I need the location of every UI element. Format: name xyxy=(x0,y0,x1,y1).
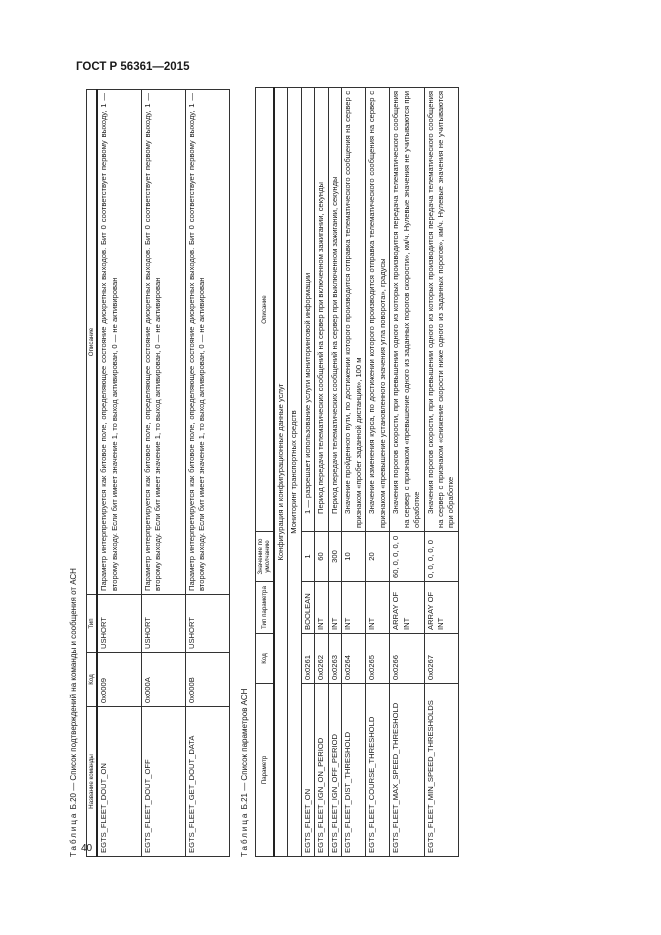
cell-default: 10 xyxy=(342,532,366,582)
cell-description xyxy=(301,88,314,532)
cell-type: INT xyxy=(315,582,328,634)
table-row xyxy=(185,90,229,857)
rotated-page-content xyxy=(69,77,550,857)
cell-parameter: EGTS_FLEET_COURSE_THRESHOLD xyxy=(366,684,390,857)
table-20-label: Таблица xyxy=(69,811,78,857)
col-header-description: Описание xyxy=(87,90,98,595)
table-row xyxy=(328,88,341,857)
col-header-code: Код xyxy=(87,653,98,707)
cell-description: Параметр интерпретируется как битовое поле, определяющее состояние дискретных выходов. Бит 0 соответствует первому выходу, 1 — второму выходу. Если бит имеет значение 1, то выход активирован, 0 — не активирован xyxy=(97,90,141,595)
cell-code: 0x0266 xyxy=(390,634,424,684)
cell-type: USHORT xyxy=(97,595,141,653)
cell-description: Параметр интерпретируется как битовое поле, определяющее состояние дискретных выходов. Бит 0 соответствует первому выходу, 1 — второму выходу. Если бит имеет значение 1, то выход активирован, 0 — не активирован xyxy=(185,90,229,595)
description-text: Значение пройденного пути, по достижении которого производится отправка телематического сообщения на сервер с признаком «пробег заданной дистанции», 100 м xyxy=(343,91,363,528)
table-row xyxy=(97,90,141,857)
cell-default: 1 xyxy=(301,532,314,582)
cell-parameter: EGTS_FLEET_IGN_OFF_PERIOD xyxy=(328,684,341,857)
subsection-title: Мониторинг транспортных средств xyxy=(288,88,301,857)
cell-description xyxy=(390,88,424,532)
cell-type: ARRAY OF INT xyxy=(424,582,458,634)
table-21-caption xyxy=(240,689,249,857)
cell-code: 0x000A xyxy=(141,653,185,707)
cell-description xyxy=(342,88,366,532)
document-header: ГОСТ Р 56361—2015 xyxy=(76,61,190,73)
table-row xyxy=(301,88,314,857)
cell-type: USHORT xyxy=(185,595,229,653)
cell-code: 0x0264 xyxy=(342,634,366,684)
cell-description xyxy=(424,88,458,532)
description-text: Значения порогов скорости, при превышении одного из которых производится передача телематического сообщения на сервер с признаком «превышение одного из заданных порогов скорости», км/ч. Нулевые значения не учитываются при обработке xyxy=(391,91,422,528)
description-text: Значение изменения курса, по достижении которого производится отправка телематического сообщения на сервер с признаком «превышение установленного значения угла поворота», градусы xyxy=(367,91,387,528)
cell-code: 0x0009 xyxy=(97,653,141,707)
table-21-label: Таблица xyxy=(240,811,249,857)
table-row xyxy=(342,88,366,857)
cell-code: 0x0267 xyxy=(424,634,458,684)
cell-name: EGTS_FLEET_DOUT_OFF xyxy=(141,707,185,857)
cell-type: BOOLEAN xyxy=(301,582,314,634)
cell-type: INT xyxy=(366,582,390,634)
table-row xyxy=(141,90,185,857)
table-20-title: Б.20 — Список подтверждений на команды и сообщения от АСН xyxy=(69,568,78,810)
table-row xyxy=(424,88,458,857)
description-text: Период передачи телематических сообщений на сервер при включенном зажигании, секунды xyxy=(316,181,326,514)
table-21-title: Б.21 — Список параметров АСН xyxy=(240,688,249,810)
cell-description xyxy=(328,88,341,532)
col-header-default: Значение по умолчанию xyxy=(256,532,274,582)
cell-description xyxy=(366,88,390,532)
description-text: 1 — разрешает использование услуги мониторинговой информации xyxy=(302,272,312,514)
cell-code: 0x000B xyxy=(185,653,229,707)
col-header-parameter: Параметр xyxy=(256,684,274,857)
cell-description xyxy=(315,88,328,532)
cell-default: 20 xyxy=(366,532,390,582)
cell-code: 0x0263 xyxy=(328,634,341,684)
cell-code: 0x0265 xyxy=(366,634,390,684)
cell-parameter: EGTS_FLEET_MAX_SPEED_THRESHOLD xyxy=(390,684,424,857)
cell-parameter: EGTS_FLEET_IGN_ON_PERIOD xyxy=(315,684,328,857)
cell-type: INT xyxy=(328,582,341,634)
col-header-type: Тип параметра xyxy=(256,582,274,634)
cell-type: USHORT xyxy=(141,595,185,653)
description-text: Значения порогов скорости, при превышении одного из которых производится передача телематического сообщения на сервер с признаком «снижение скорости ниже одного из заданных порогов», км/ч. Нулевые значения не учитываются при обработке xyxy=(425,91,456,528)
cell-default: 0, 0, 0, 0, 0 xyxy=(424,532,458,582)
table-20-caption xyxy=(69,568,78,857)
cell-parameter: EGTS_FLEET_MIN_SPEED_THRESHOLDS xyxy=(424,684,458,857)
description-text: Период передачи телематических сообщений на сервер при выключенном зажигании, секунды xyxy=(329,176,339,514)
section-row xyxy=(274,88,288,857)
table-row xyxy=(366,88,390,857)
cell-type: INT xyxy=(342,582,366,634)
table-20 xyxy=(86,89,230,857)
cell-default: 60 xyxy=(315,532,328,582)
subsection-row xyxy=(288,88,301,857)
cell-name: EGTS_FLEET_GET_DOUT_DATA xyxy=(185,707,229,857)
cell-parameter: EGTS_FLEET_DIST_THRESHOLD xyxy=(342,684,366,857)
table-row xyxy=(315,88,328,857)
cell-code: 0x0261 xyxy=(301,634,314,684)
col-header-description: Описание xyxy=(256,88,274,532)
cell-default: 60, 0, 0, 0, 0 xyxy=(390,532,424,582)
col-header-type: Тип xyxy=(87,595,98,653)
col-header-name: Название команды xyxy=(87,707,98,857)
cell-code: 0x0262 xyxy=(315,634,328,684)
table-21 xyxy=(255,87,459,857)
section-title: Конфигурация и конфигурационные данные услуг xyxy=(274,88,288,857)
page-number: 40 xyxy=(81,843,93,854)
cell-default: 300 xyxy=(328,532,341,582)
cell-description: Параметр интерпретируется как битовое поле, определяющее состояние дискретных выходов. Бит 0 соответствует первому выходу, 1 — второму выходу. Если бит имеет значение 1, то выход активирован, 0 — не активирован xyxy=(141,90,185,595)
cell-type: ARRAY OF INT xyxy=(390,582,424,634)
col-header-code: Код xyxy=(256,634,274,684)
cell-name: EGTS_FLEET_DOUT_ON xyxy=(97,707,141,857)
cell-parameter: EGTS_FLEET_ON xyxy=(301,684,314,857)
table-row xyxy=(390,88,424,857)
